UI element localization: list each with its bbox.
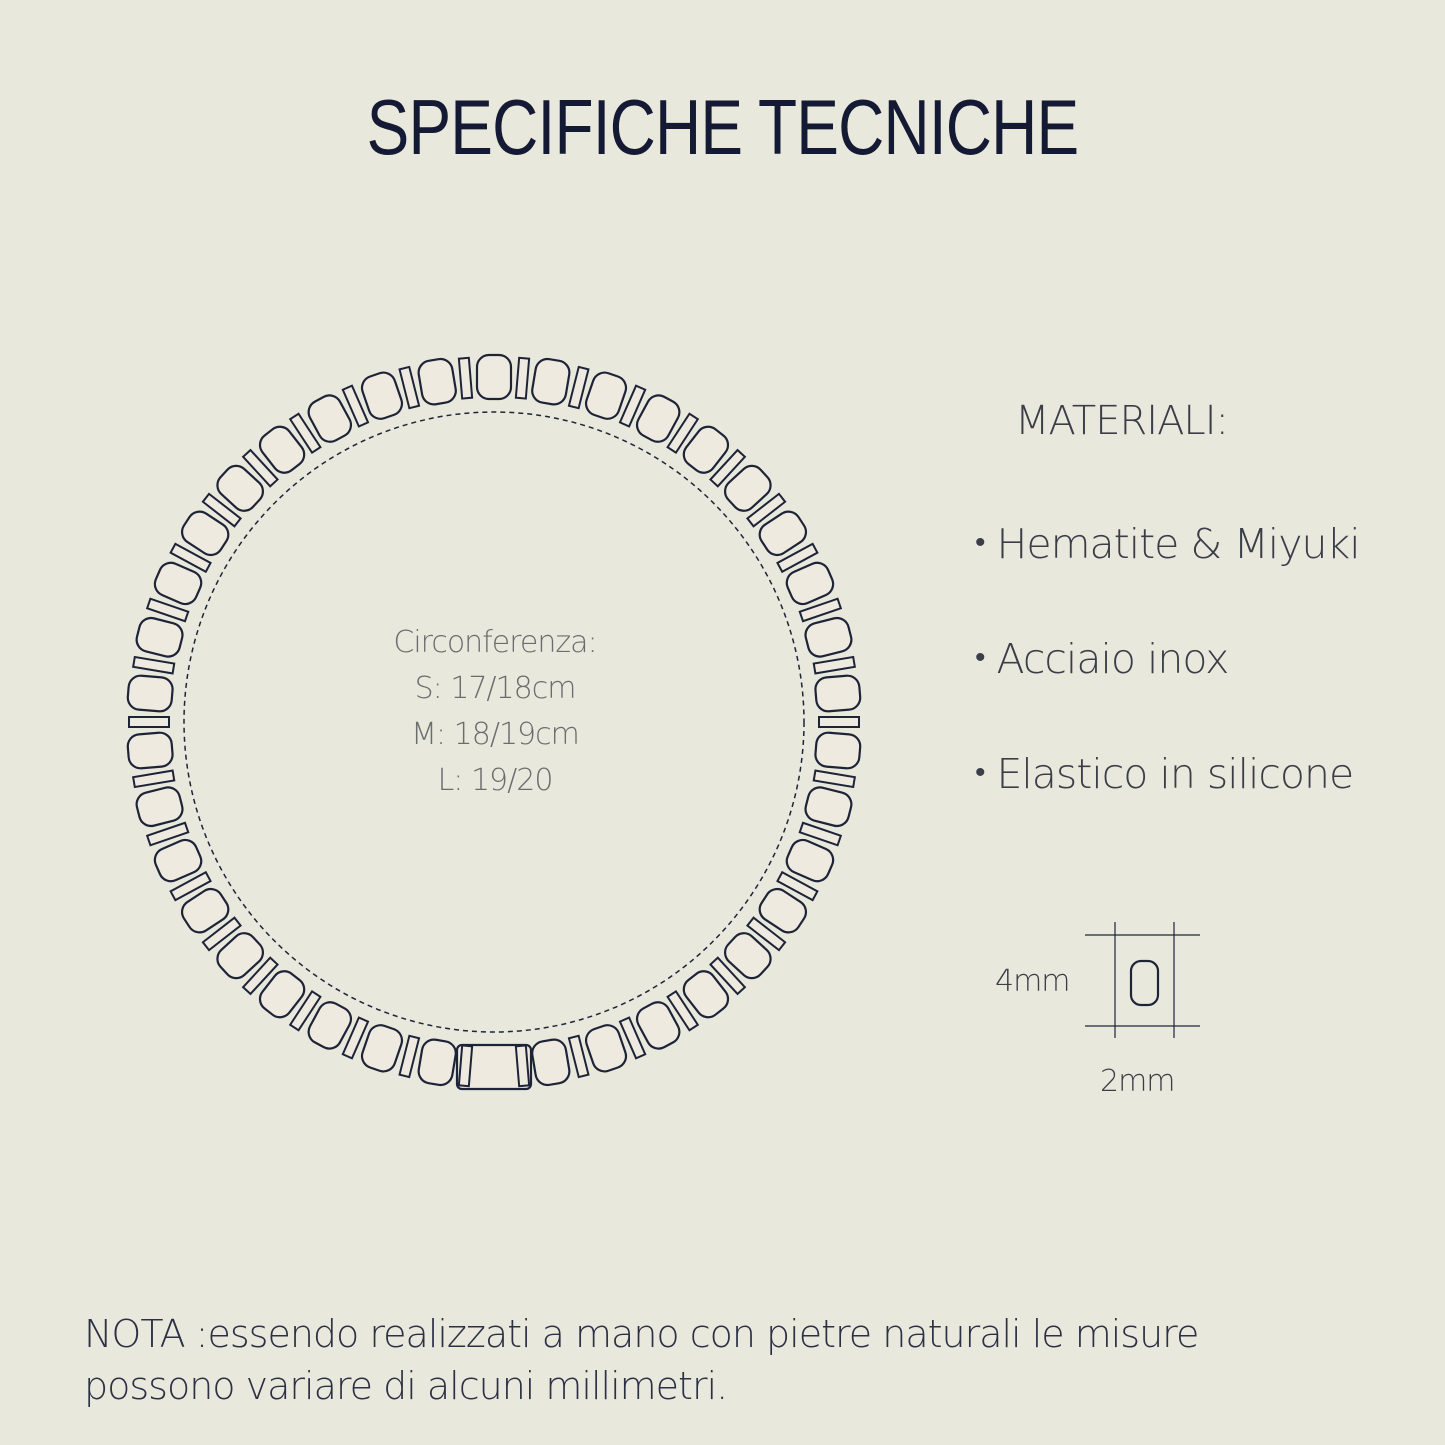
bullet-icon: •	[975, 525, 985, 560]
bead	[417, 1038, 458, 1087]
bead	[134, 615, 185, 659]
material-label: Elastico in silicone	[996, 750, 1354, 798]
bead	[583, 1022, 629, 1075]
spacer-bead	[516, 358, 529, 399]
bead	[134, 785, 185, 829]
bead	[359, 369, 405, 422]
spacer-bead	[814, 657, 855, 673]
materials-heading: MATERIALI:	[1015, 398, 1228, 444]
bead	[530, 1038, 571, 1087]
spacer-bead	[133, 771, 174, 787]
material-item	[975, 635, 1228, 683]
spacer-bead	[133, 657, 174, 673]
circumference-label: Circonferenza:	[393, 625, 597, 660]
bead	[803, 785, 854, 829]
bead	[127, 675, 174, 713]
bead	[127, 732, 174, 770]
bullet-icon: •	[975, 640, 985, 675]
spacer-bead	[459, 358, 472, 399]
bead-shape-icon	[1131, 961, 1158, 1005]
bullet-icon: •	[975, 755, 985, 790]
note-text	[84, 1308, 1384, 1412]
material-item	[975, 750, 1353, 798]
bead	[477, 355, 511, 399]
bead	[803, 615, 854, 659]
bead	[530, 357, 571, 406]
spacer-bead	[814, 771, 855, 787]
note-line-1: NOTA :essendo realizzati a mano con pietre naturali le misure	[84, 1312, 1199, 1356]
note-line-2: possono variare di alcuni millimetri.	[84, 1364, 728, 1408]
bead-height-label: 4mm	[995, 964, 1070, 999]
bead	[814, 675, 861, 713]
material-item	[975, 520, 1360, 568]
bead-size-diagram	[1080, 920, 1210, 1040]
spacer-bead	[129, 717, 169, 727]
bead	[417, 357, 458, 406]
page-title: SPECIFICHE TECNICHE	[366, 83, 1079, 171]
material-label: Hematite & Miyuki	[996, 520, 1360, 568]
spacer-bead	[516, 1045, 529, 1086]
circumference-block	[330, 620, 660, 804]
size-l: L: 19/20	[437, 763, 553, 798]
bead-width-label: 2mm	[1100, 1064, 1175, 1099]
bead	[814, 732, 861, 770]
spacer-bead	[819, 717, 859, 727]
size-s: S: 17/18cm	[414, 671, 576, 706]
spacer-bead	[459, 1045, 472, 1086]
bead	[359, 1022, 405, 1075]
material-label: Acciaio inox	[996, 635, 1229, 683]
size-m: M: 18/19cm	[411, 717, 579, 752]
bead	[583, 369, 629, 422]
